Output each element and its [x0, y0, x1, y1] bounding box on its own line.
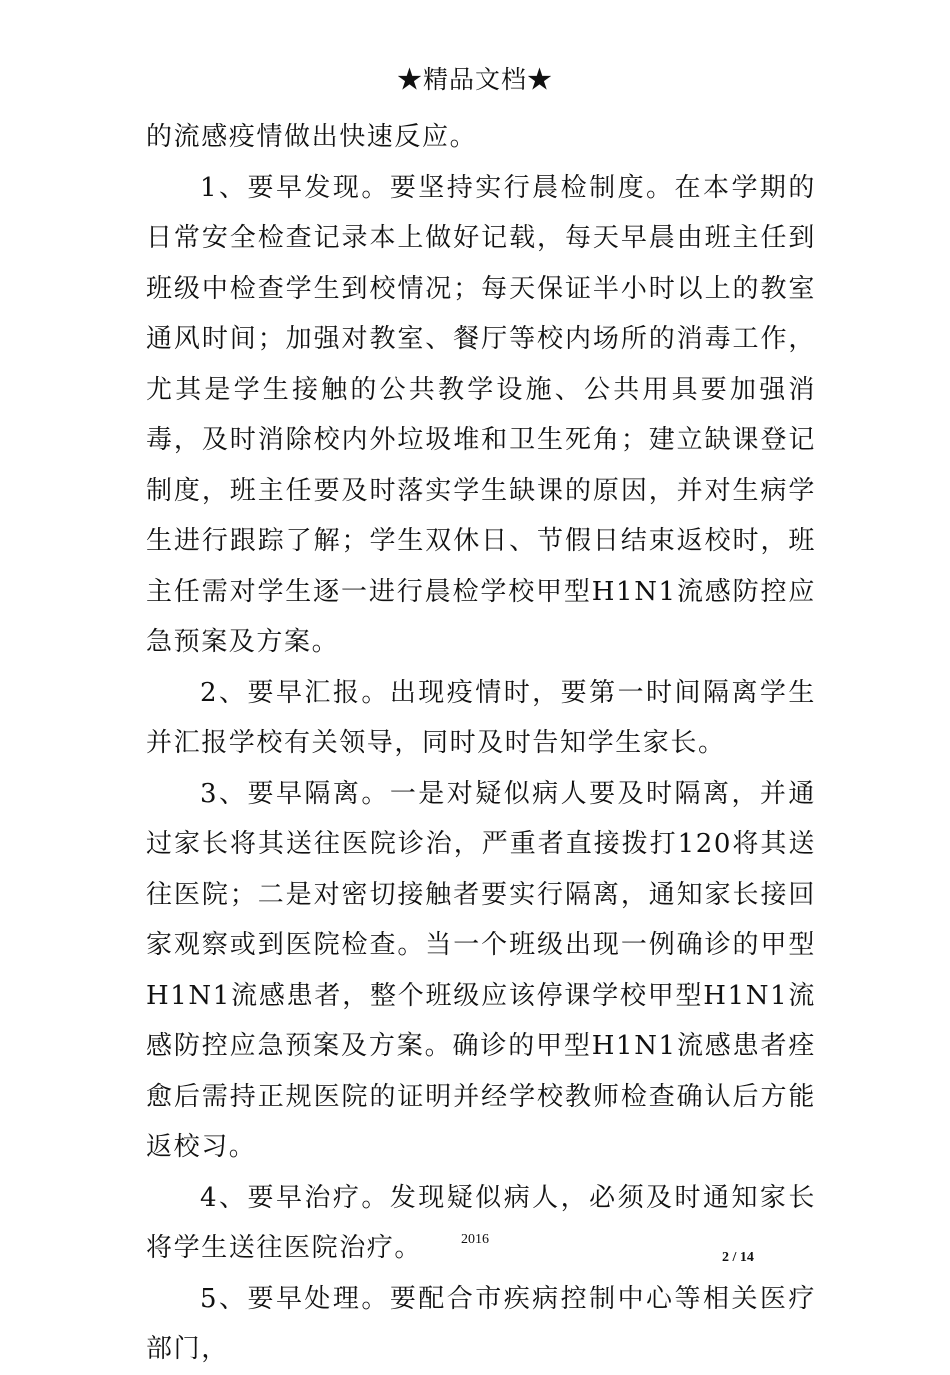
paragraph-early-detection: 1、要早发现。要坚持实行晨检制度。在本学期的日常安全检查记录本上做好记载，每天早晨由班主任到班级中检查学生到校情况；每天保证半小时以上的教室通风时间；加强对教室、餐厅等校内场所的消毒工作，尤其是学生接触的公共教学设施、公共用具要加强消毒，及时消除校内外垃圾堆和卫生死角；建立缺课登记制度，班主任要及时落实学生缺课的原因，并对生病学生进行跟踪了解；学生双休日、节假日结束返校时，班主任需对学生逐一进行晨检学校甲型H1N1流感防控应急预案及方案。 — [146, 172, 816, 657]
paragraph-continuation: 的流感疫情做出快速反应。 — [146, 122, 478, 152]
paragraph-early-isolation: 3、要早隔离。一是对疑似病人要及时隔离，并通过家长将其送往医院诊治，严重者直接拨打120将其送往医院；二是对密切接触者要实行隔离，通知家长接回家观察或到医院检查。当一个班级出现一例确诊的甲型H1N1流感患者，整个班级应该停课学校甲型H1N1流感防控应急预案及方案。确诊的甲型H1N1流感患者痊愈后需持正规医院的证明并经学校教师检查确认后方能返校习。 — [146, 778, 816, 1162]
page-number: 2 / 14 — [722, 1250, 754, 1265]
document-body — [146, 112, 816, 1375]
page-header-title: ★精品文档★ — [396, 65, 553, 94]
paragraph-early-report: 2、要早汇报。出现疫情时，要第一时间隔离学生并汇报学校有关领导，同时及时告知学生家长。 — [146, 677, 816, 758]
footer-year: 2016 — [461, 1232, 489, 1247]
paragraph-early-handling: 5、要早处理。要配合市疾病控制中心等相关医疗部门， — [146, 1283, 816, 1364]
paragraph-early-treatment: 4、要早治疗。发现疑似病人，必须及时通知家长将学生送往医院治疗。 — [146, 1182, 816, 1263]
